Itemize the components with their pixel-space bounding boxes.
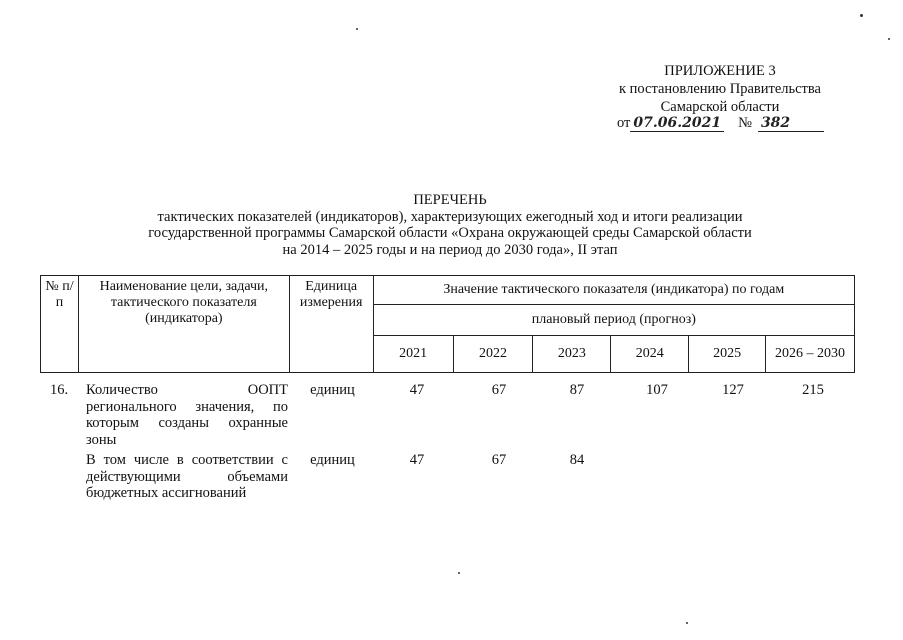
header-year: 2024 [611,336,689,373]
row-value: 215 [802,382,824,398]
row-unit: единиц [310,382,355,398]
header-year: 2022 [453,336,533,373]
header-unit: Единица измерения [289,276,373,373]
header-name: Наименование цели, задачи, тактического показателя (индикатора) [78,276,289,373]
header-year: 2026 – 2030 [766,336,855,373]
scan-speck [458,572,460,574]
header-year: 2025 [689,336,766,373]
row-number: 16. [50,382,69,398]
heading-line-3: на 2014 – 2025 годы и на период до 2030 года», II этап [282,241,618,258]
row-value: 87 [569,382,585,398]
row-name: В том числе в соответствии с действующими объемами бюджетных ассигнований [86,452,288,501]
table-body [40,382,855,522]
appendix-title: ПРИЛОЖЕНИЕ 3 [664,63,776,79]
header-values: Значение тактического показателя (индикатора) по годам [373,276,854,305]
indicators-table-header [40,275,855,373]
table-row [40,382,855,452]
row-value: 47 [409,452,425,468]
appendix-line-2: Самарской области [660,99,780,115]
document-heading [60,192,840,258]
table-row [40,452,855,522]
header-period: плановый период (прогноз) [373,305,854,336]
header-year: 2023 [533,336,611,373]
appendix-line-1: к постановлению Правительства [619,81,821,97]
appendix-block [560,62,880,116]
row-unit: единиц [310,452,355,468]
order-number: 382 [758,115,824,132]
date-prefix: от [617,115,631,131]
row-value: 67 [491,382,507,398]
scan-speck [686,622,688,624]
number-prefix: № [738,115,752,131]
heading-line-2: государственной программы Самарской области «Охрана окружающей среды Самарской области [148,225,752,241]
row-name: Количество ООПТ регионального значения, по которым созданы охранные зоны [86,382,288,448]
heading-line-1: тактических показателей (индикаторов), характеризующих ежегодный ход и итоги реализации [157,208,743,225]
row-value: 84 [569,452,585,468]
row-value: 47 [409,382,425,398]
row-value: 107 [646,382,668,398]
scan-speck [888,38,890,40]
header-no: № п/п [41,276,79,373]
scan-speck [356,28,358,30]
order-reference [617,115,824,132]
heading-title: ПЕРЕЧЕНЬ [413,192,487,208]
header-year: 2021 [373,336,453,373]
row-value: 67 [491,452,507,468]
row-value: 127 [722,382,744,398]
order-date: 07.06.2021 [630,115,724,132]
scan-speck [860,14,863,17]
